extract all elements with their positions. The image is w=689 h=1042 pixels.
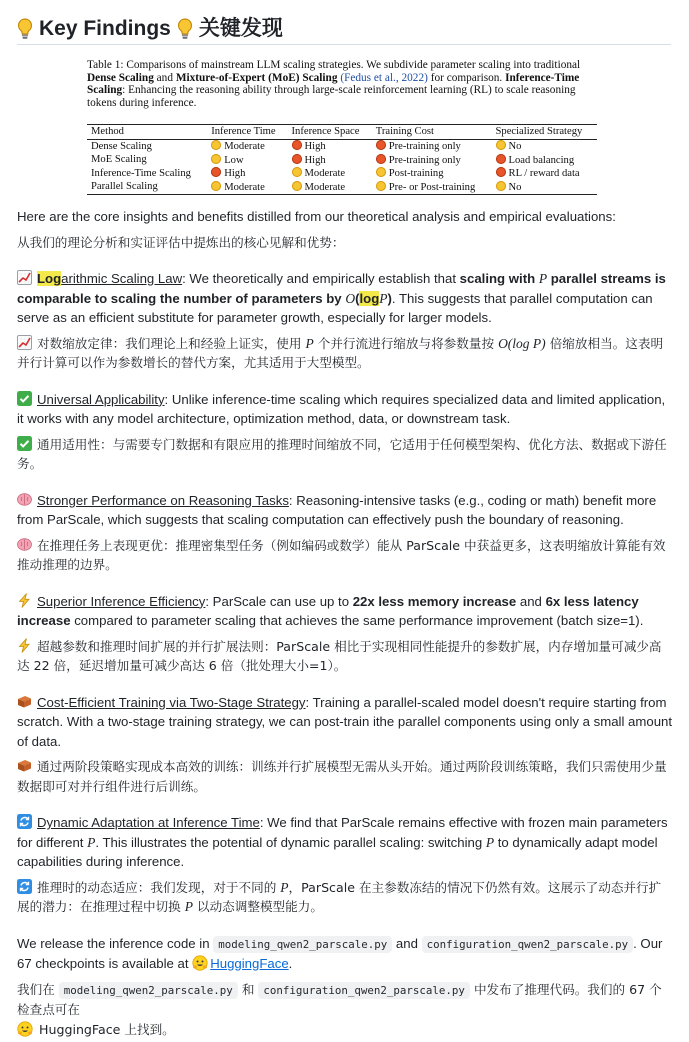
- angry-face-icon: [376, 140, 386, 150]
- table-cell: High: [207, 167, 287, 181]
- table-cell: Moderate: [207, 181, 287, 195]
- huggingface-link[interactable]: HuggingFace: [210, 956, 289, 971]
- intro-en: Here are the core insights and benefits distilled from our theoretical analysis and empirical evaluations:: [17, 209, 616, 224]
- lightning-icon: [17, 593, 32, 608]
- table-cell: Moderate: [288, 181, 372, 195]
- finding-dynamic-zh: 推理时的动态适应：我们发现，对于不同的 P，ParScale 在主参数冻结的情况下仍然有效。这展示了动态并行扩展的潜力：在推理过程中切换 P 以动态调整模型能力。: [17, 879, 662, 914]
- brick-icon: [17, 694, 32, 709]
- finding-universal-zh: 通用适用性：与需要专门数据和有限应用的推理时间缩放不同，它适用于任何模型架构、优化方法、数据或下游任务。: [17, 436, 667, 471]
- finding-universal-en: Universal Applicability: Unlike inference-time scaling which requires specialized data and limited application, it works with any model architecture, optimization method, data, or downstream task.: [17, 391, 666, 426]
- title-en: Key Findings: [39, 17, 171, 40]
- finding-dynamic-en: Dynamic Adaptation at Inference Time: We find that ParScale remains effective with frozen main parameters for different P. This illustrates the potential of dynamic parallel scaling: switching P to dynamically adapt model capabilities during inference.: [17, 815, 668, 869]
- table-cell: High: [288, 140, 372, 154]
- check-mark-button-icon: [17, 391, 32, 406]
- finding-training-en: Cost-Efficient Training via Two-Stage Strategy: Training a parallel-scaled model doesn't require starting from scratch. With a two-stage training strategy, we can post-train ithe parallel components using only a small amount of data.: [17, 694, 673, 749]
- table-cell: High: [288, 154, 372, 168]
- chart-increasing-icon: [17, 335, 32, 350]
- angry-face-icon: [376, 154, 386, 164]
- table-row: [87, 154, 597, 168]
- column-header: Inference Space: [288, 125, 372, 140]
- finding-efficiency-zh: 超越参数和推理时间扩展的并行扩展法则：ParScale 相比于实现相同性能提升的参数扩展，内存增加量可减少高达 22 倍，延迟增加量可减少高达 6 倍（批处理大小=1）。: [17, 638, 662, 673]
- table-caption: Table 1: Comparisons of mainstream LLM scaling strategies. We subdivide parameter scaling into traditional Dense Scaling and Mixture-of-Expert (MoE) Scaling (Fedus et al., 2022) for comparison. Inference-Time Scaling: Enhancing the reasoning ability through large-scale reinforcement learning (RL) to scale reasoning tokens during inference.: [87, 59, 581, 109]
- neutral-face-icon: [496, 140, 506, 150]
- column-header: Training Cost: [372, 125, 492, 140]
- arrows-cycle-icon: [17, 814, 32, 829]
- findings-content: [17, 207, 673, 1039]
- comparison-table: [87, 124, 597, 195]
- finding-training-zh: 通过两阶段策略实现成本高效的训练：训练并行扩展模型无需从头开始。通过两阶段训练策略，我们只需使用少量数据即可对并行组件进行后训练。: [17, 759, 667, 794]
- release-en: We release the inference code in modeling_qwen2_parscale.py and configuration_qwen2_parscale.py . Our 67 checkpoints is available at HuggingFace.: [17, 935, 663, 971]
- table-cell: Pre-training only: [372, 154, 492, 168]
- title-zh: 关键发现: [198, 17, 283, 40]
- lightbulb-icon: [17, 18, 33, 40]
- table-cell-method: Dense Scaling: [91, 140, 152, 152]
- table-row: [87, 167, 597, 181]
- neutral-face-icon: [211, 140, 221, 150]
- finding-reasoning-en: Stronger Performance on Reasoning Tasks: Reasoning-intensive tasks (e.g., coding or math) benefit more from ParScale, which suggests that scaling computation can effectively push the boundary of reasoning.: [17, 492, 657, 527]
- brick-icon: [17, 758, 32, 773]
- angry-face-icon: [292, 154, 302, 164]
- brain-icon: [17, 537, 32, 552]
- angry-face-icon: [496, 154, 506, 164]
- neutral-face-icon: [376, 181, 386, 191]
- column-header: Inference Time: [207, 125, 287, 140]
- finding-log-scaling-en: Logarithmic Scaling Law: We theoretically and empirically establish that scaling with P parallel streams is comparable to scaling the number of parameters by O(logP). This suggests that parallel computation can serve as an efficient substitute for parameter growth, especially for larger models.: [17, 271, 666, 325]
- code-modeling-file: modeling_qwen2_parscale.py: [213, 936, 392, 953]
- lightning-icon: [17, 638, 32, 653]
- finding-reasoning-zh: 在推理任务上表现更优：推理密集型任务（例如编码或数学）能从 ParScale 中获益更多，这表明缩放计算能有效推动推理的边界。: [17, 537, 666, 572]
- table-row: [87, 181, 597, 195]
- citation-link[interactable]: (Fedus et al., 2022): [340, 71, 428, 84]
- column-header: Method: [87, 125, 207, 140]
- angry-face-icon: [292, 140, 302, 150]
- chart-increasing-icon: [17, 270, 32, 285]
- table-cell: Load balancing: [492, 154, 597, 168]
- neutral-face-icon: [376, 167, 386, 177]
- column-header: Specialized Strategy: [492, 125, 597, 140]
- angry-face-icon: [496, 167, 506, 177]
- angry-face-icon: [211, 167, 221, 177]
- arrows-cycle-icon: [17, 879, 32, 894]
- neutral-face-icon: [292, 181, 302, 191]
- lightbulb-icon: [177, 18, 193, 40]
- release-zh: 我们在 modeling_qwen2_parscale.py 和 configuration_qwen2_parscale.py 中发布了推理代码。我们的 67 个检查点可在 HuggingFace 上找到。: [17, 981, 662, 1037]
- neutral-face-icon: [496, 181, 506, 191]
- code-modeling-file: modeling_qwen2_parscale.py: [59, 982, 238, 999]
- table-cell: RL / reward data: [492, 167, 597, 181]
- table-cell-method: MoE Scaling: [91, 154, 147, 165]
- code-config-file: configuration_qwen2_parscale.py: [258, 982, 470, 999]
- table-cell-method: Inference-Time Scaling: [91, 167, 191, 179]
- section-heading: [17, 13, 671, 45]
- brain-icon: [17, 492, 32, 507]
- table-cell-method: Parallel Scaling: [87, 181, 207, 195]
- finding-log-scaling-zh: 对数缩放定律：我们理论上和经验上证实，使用 P 个并行流进行缩放与将参数量按 O(log P) 倍缩放相当。这表明并行计算可以作为参数增长的替代方案，尤其适用于大型模型。: [17, 335, 664, 370]
- table-cell: Post-training: [372, 167, 492, 181]
- intro-zh: 从我们的理论分析和实证评估中提炼出的核心见解和优势：: [17, 234, 345, 250]
- finding-efficiency-en: Superior Inference Efficiency: ParScale can use up to 22x less memory increase and 6x less latency increase compared to parameter scaling that achieves the same performance improvement (batch size=1).: [17, 593, 644, 628]
- neutral-face-icon: [292, 167, 302, 177]
- page-title: [17, 18, 283, 40]
- hugging-face-icon: [17, 1021, 33, 1037]
- table-cell: No: [492, 140, 597, 154]
- code-config-file: configuration_qwen2_parscale.py: [422, 936, 634, 953]
- neutral-face-icon: [211, 181, 221, 191]
- check-mark-button-icon: [17, 436, 32, 451]
- table-cell: Moderate: [207, 140, 287, 154]
- table-cell: Pre- or Post-training: [372, 181, 492, 195]
- neutral-face-icon: [211, 154, 221, 164]
- table-cell: Moderate: [288, 167, 372, 181]
- hugging-face-icon: [192, 955, 208, 971]
- table-cell: Pre-training only: [372, 140, 492, 154]
- table-header-row: [87, 125, 597, 140]
- table-cell: Low: [207, 154, 287, 168]
- table-row: [87, 140, 597, 154]
- table-cell: No: [492, 181, 597, 195]
